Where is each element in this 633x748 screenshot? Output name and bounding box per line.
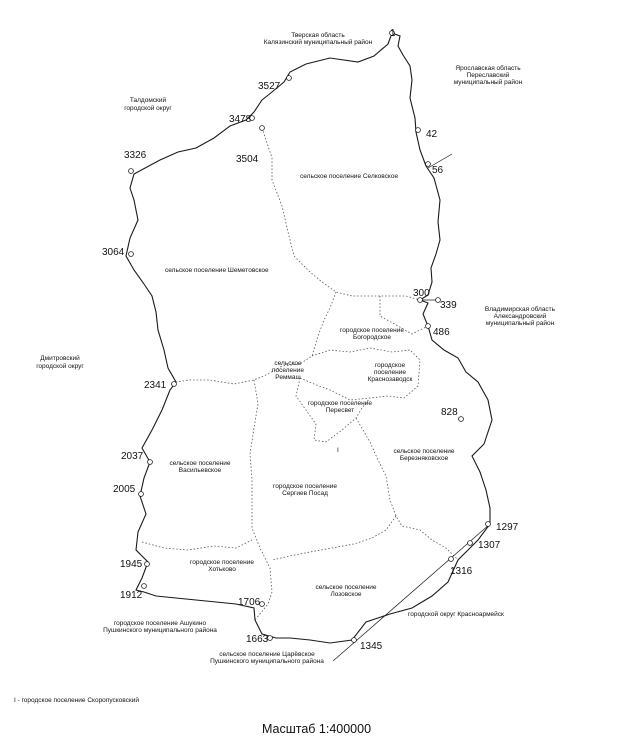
region-dmitrov: Дмитровский городской округ — [36, 355, 84, 370]
boundary-point-marker — [352, 638, 357, 643]
settlement-selkovskoe: сельское поселение Селковское — [300, 173, 399, 180]
point-label: 1316 — [450, 566, 473, 577]
point-label: 828 — [441, 407, 458, 418]
boundary-point-marker — [486, 522, 491, 527]
boundary-point-marker — [449, 557, 454, 562]
point-label: 1706 — [238, 597, 261, 608]
settlement-krasnozavodsk: городское поселение Краснозаводск — [367, 362, 413, 383]
point-label: 2341 — [144, 380, 167, 391]
point-label: 1912 — [120, 590, 143, 601]
region-tsarevskoe: сельское поселение Царёвское Пушкинского муниципального района — [210, 651, 324, 665]
inner-boundary-center — [250, 380, 272, 620]
region-tver: Тверская область Калязинский муниципальный район — [263, 32, 373, 46]
map-scale: Масштаб 1:400000 — [261, 722, 372, 736]
region-taldom: Талдомский городской округ — [124, 97, 172, 112]
settlement-sergiev-posad: городское поселение Сергиев Посад — [273, 483, 337, 497]
boundary-point-marker — [172, 382, 177, 387]
point-label: 2005 — [113, 484, 136, 495]
inner-boundary-berezniakovskoe — [356, 418, 458, 560]
boundary-point-marker — [148, 460, 153, 465]
inner-boundary-bogorodskoe — [176, 292, 336, 384]
point-label: 1297 — [496, 522, 519, 533]
boundary-point-marker — [260, 126, 265, 131]
point-label: 42 — [426, 129, 438, 140]
point-label: 486 — [433, 327, 450, 338]
point-label: 339 — [440, 300, 457, 311]
point-label: 1 — [390, 28, 396, 39]
settlement-remmash: сельское поселение Реммаш — [271, 360, 305, 381]
point-label: 2037 — [121, 451, 144, 462]
point-label: 3527 — [258, 81, 281, 92]
region-ashukino: городское поселение Ашукино Пушкинского муниципального района — [103, 620, 217, 634]
district-boundary — [126, 33, 492, 643]
boundary-point-marker — [287, 76, 292, 81]
settlement-peresvet: городское поселение Пересвет — [308, 400, 372, 414]
boundary-point-marker — [142, 584, 147, 589]
point-label: 300 — [413, 288, 430, 299]
inner-boundary-khotkovo — [142, 540, 252, 550]
legend-note: I - городское поселение Скоропусковский — [14, 697, 140, 704]
boundary-point-marker — [268, 636, 273, 641]
settlement-lozovskoe: сельское поселение Лозовское — [315, 584, 377, 598]
region-krasnoarmeysk: городской округ Красноармейск — [408, 611, 504, 618]
point-label: 3478 — [229, 114, 252, 125]
boundary-point-marker — [416, 128, 421, 133]
region-yaroslavl: Ярославская область Переславский муниципальный район — [453, 65, 523, 86]
settlement-khotkovo: городское поселение Хотьково — [190, 559, 254, 573]
boundary-point-marker — [468, 541, 473, 546]
point-label: 1345 — [360, 641, 383, 652]
boundary-point-marker — [459, 417, 464, 422]
boundary-point-marker — [426, 324, 431, 329]
point-label: 1307 — [478, 540, 501, 551]
point-label: 3326 — [124, 150, 147, 161]
boundary-point-marker — [145, 562, 150, 567]
point-label: 3504 — [236, 154, 259, 165]
boundary-point-marker — [139, 492, 144, 497]
settlement-vasilevskoe: сельское поселение Васильевское — [169, 460, 231, 474]
point-label: 3064 — [102, 247, 125, 258]
settlement-berezniakovskoe: сельское поселение Березняковское — [393, 448, 455, 462]
point-label: 1945 — [120, 559, 143, 570]
region-vladimir: Владимирская область Александровский муниципальный район — [484, 306, 556, 327]
settlement-shemetovskoe: сельское поселение Шеметовское — [165, 267, 269, 274]
settlement-bogorodskoe: городское поселение Богородское — [340, 327, 404, 341]
settlement-marker-i: I — [337, 447, 339, 454]
boundary-point-marker — [129, 169, 134, 174]
boundary-point-marker — [260, 602, 265, 607]
inner-boundary-selkovskoe — [262, 128, 420, 300]
point-label: 56 — [432, 165, 444, 176]
inner-boundary-lozovskoe — [272, 516, 396, 560]
boundary-point-marker — [426, 162, 431, 167]
point-label: 1663 — [246, 634, 269, 645]
boundary-point-marker — [129, 252, 134, 257]
